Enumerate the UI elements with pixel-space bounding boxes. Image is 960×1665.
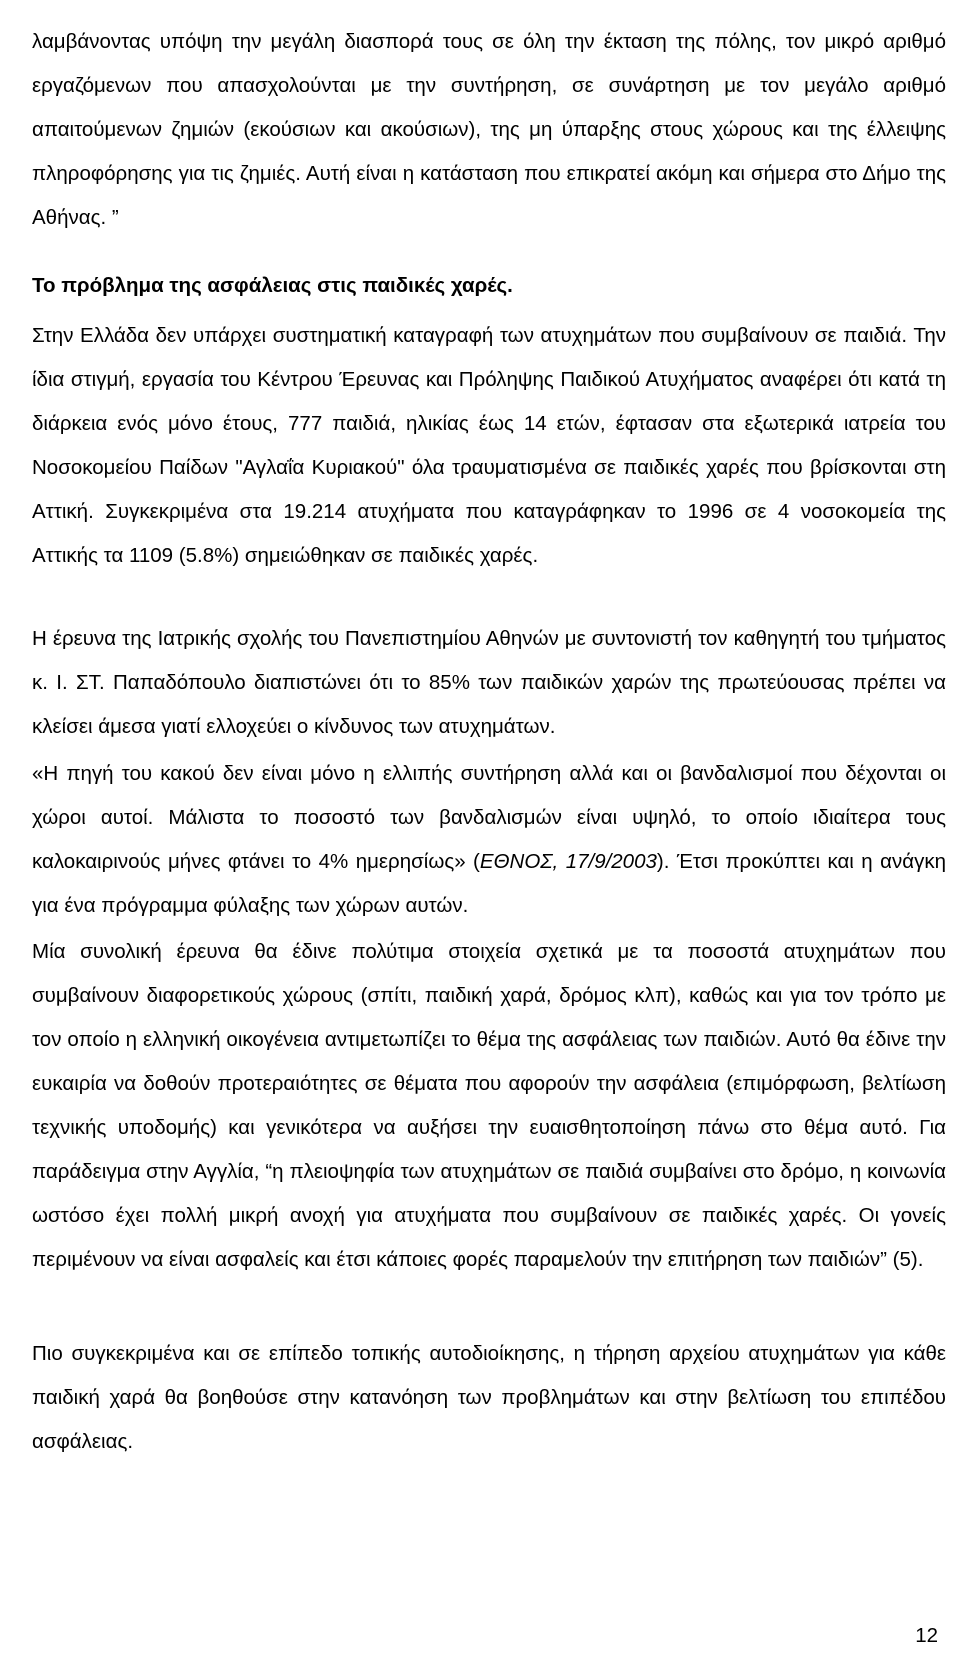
quote-followup-text: ). Έτσι προκύπτει και η ανάγκη για ένα πρόγραμμα φύλαξης των χώρων αυτών. (32, 850, 946, 917)
paragraph-medical-school-study: Η έρευνα της Ιατρικής σχολής του Πανεπιστημίου Αθηνών με συντονιστή τον καθηγητή του τμήματος κ. Ι. ΣΤ. Παπαδόπουλο διαπιστώνει ότι το 85% των παιδικών χαρών της πρωτεύουσας πρέπει να κλείσει άμεσα γιατί ελλοχεύει ο κίνδυνος των ατυχημάτων. (32, 627, 946, 738)
section-heading: Το πρόβλημα της ασφάλειας στις παιδικές χαρές. (32, 274, 513, 297)
paragraph-intro-continuation: λαμβάνοντας υπόψη την μεγάλη διασπορά τους σε όλη την έκταση της πόλης, τον μικρό αριθμό εργαζόμενων που απασχολούνται με την συντήρηση, σε συνάρτηση με τον μεγάλο αριθμό απαιτούμενων ζημιών (εκούσιων και ακούσιων), της μη ύπαρξης στους χώρους και της έλλειψης πληροφόρησης για τις ζημιές. Αυτή είναι η κατάσταση που επικρατεί ακόμη και σήμερα στο Δήμο της Αθήνας. ” (32, 30, 946, 229)
paragraph-comprehensive-research: Μία συνολική έρευνα θα έδινε πολύτιμα στοιχεία σχετικά με τα ποσοστά ατυχημάτων που συμβαίνουν διαφορετικούς χώρους (σπίτι, παιδική χαρά, δρόμος κλπ), καθώς και για τον τρόπο με τον οποίο η ελληνική οικογένεια αντιμετωπίζει το θέμα της ασφάλειας των παιδιών. Αυτό θα έδινε την ευκαιρία να δοθούν προτεραιότητες σε θέματα που αφορούν την ασφάλεια (επιμόρφωση, βελτίωση τεχνικής υποδομής) και γενικότερα να αυξήσει την ευαισθητοποίηση πάνω στο θέμα αυτό. Για παράδειγμα στην Αγγλία, “η πλειοψηφία των ατυχημάτων σε παιδιά συμβαίνει στο δρόμο, η κοινωνία ωστόσο έχει πολλή μικρή ανοχή για ατυχήματα που συμβαίνουν σε παιδικές χαρές. Οι γονείς περιμένουν να είναι ασφαλείς και έτσι κάποιες φορές παραμελούν την επιτήρηση των παιδιών” (5). (32, 940, 946, 1271)
paragraph-greece-accidents: Στην Ελλάδα δεν υπάρχει συστηματική καταγραφή των ατυχημάτων που συμβαίνουν σε παιδιά. Την ίδια στιγμή, εργασία του Κέντρου Έρευνας και Πρόληψης Παιδικού Ατυχήματος αναφέρει ότι κατά τη διάρκεια ενός μόνο έτους, 777 παιδιά, ηλικίας έως 14 ετών, έφτασαν στα εξωτερικά ιατρεία του Νοσοκομείου Παίδων "Αγλαΐα Κυριακού" όλα τραυματισμένα σε παιδικές χαρές που βρίσκονται στη Αττική. Συγκεκριμένα στα 19.214 ατυχήματα που καταγράφηκαν το 1996 σε 4 νοσοκομεία της Αττικής τα 1109 (5.8%) σημειώθηκαν σε παιδικές χαρές. (32, 324, 946, 567)
paragraph-vandalism-quote (32, 752, 946, 928)
page-number: 12 (915, 1624, 938, 1647)
quote-text: «Η πηγή του κακού δεν είναι μόνο η ελλιπής συντήρηση αλλά και οι βανδαλισμοί που δέχονται οι χώροι αυτοί. Μάλιστα το ποσοστό των βανδαλισμών είναι υψηλό, το οποίο ιδιαίτερα τους καλοκαιρινούς μήνες φτάνει το 4% ημερησίως» ( (32, 762, 946, 873)
newspaper-citation: ΕΘΝΟΣ, 17/9/2003 (479, 850, 657, 873)
paragraph-local-government: Πιο συγκεκριμένα και σε επίπεδο τοπικής αυτοδιοίκησης, η τήρηση αρχείου ατυχημάτων για κάθε παιδική χαρά θα βοηθούσε στην κατανόηση των προβλημάτων και στην βελτίωση του επιπέδου ασφάλειας. (32, 1342, 946, 1453)
